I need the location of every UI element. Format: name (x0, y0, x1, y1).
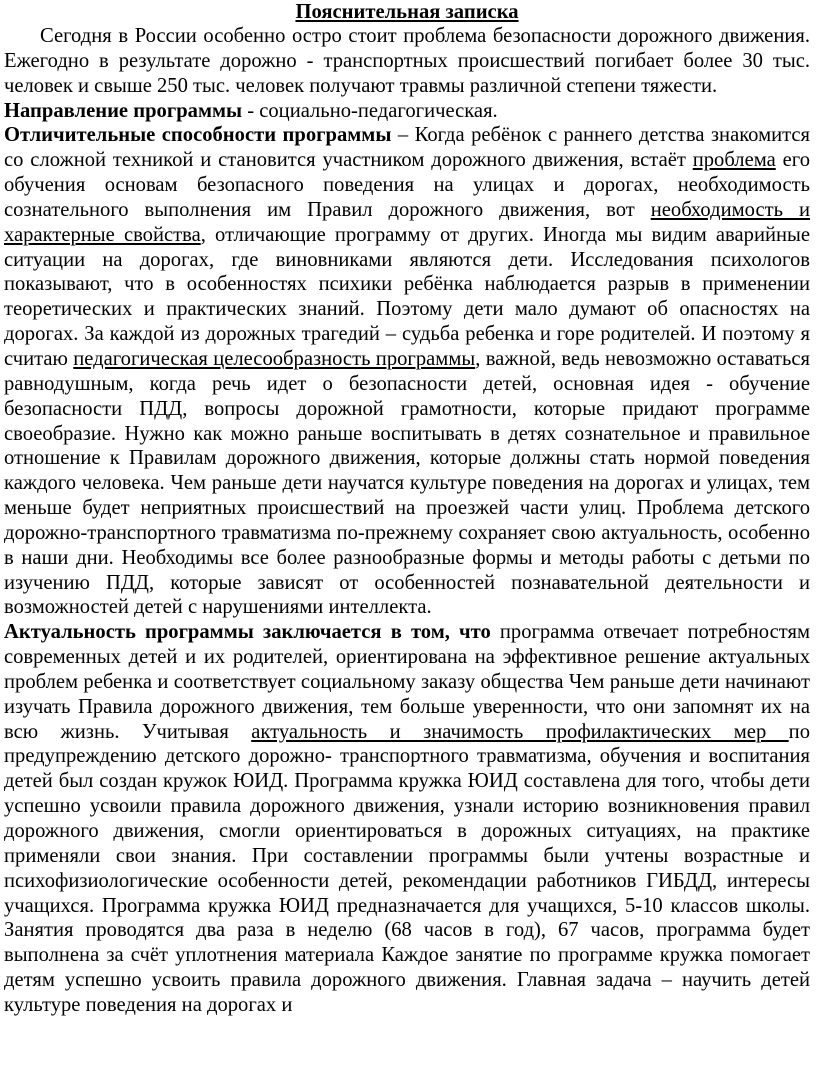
distinctive-underline-2: необходимость и характерные свойства (4, 198, 810, 246)
direction-text: - социально-педагогическая. (242, 99, 498, 122)
intro-paragraph: Сегодня в России особенно остро стоит проблема безопасности дорожного движения. Ежегодно в результате дорожно - транспортных происшествий погибает более 30 тыс. человек и свыше 250 тыс. человек получают травмы различной степени тяжести. (4, 25, 810, 97)
relevance-underline-1: актуальность и значимость профилактических мер (251, 720, 789, 743)
distinctive-underline-1: проблема (692, 149, 776, 172)
distinctive-text-1: – Когда ребёнок с раннего детства знакомится со сложной техникой и становится участником дорожного движения, встаёт (4, 124, 810, 172)
distinctive-underline-3: педагогическая целесообразность программы (73, 347, 476, 370)
relevance-paragraph (4, 620, 810, 1018)
distinctive-text-2: его обучения основам безопасного поведения на улицах и дорогах, необходимость сознательного выполнения им Правил дорожного движения, вот (4, 149, 810, 221)
distinctive-paragraph (4, 123, 810, 620)
distinctive-text-3: , отличающие программу от других. Иногда мы видим аварийные ситуации на дорогах, где виновниками являются дети. Исследования психологов показывают, что в особенностях психики ребёнка наблюдается разрыв в применении теоретических и практических знаний. Поэтому дети мало думают об опасностях на дорогах. За каждой из дорожных трагедий – судьба ребенка и горе родителей. И поэтому я считаю (4, 223, 810, 370)
relevance-label: Актуальность программы заключается в том, что (4, 621, 491, 644)
direction-paragraph (4, 99, 810, 124)
distinctive-label: Отличительные способности программы (4, 124, 392, 147)
relevance-text-2: по предупреждению детского дорожно- транспортного травматизма, обучения и воспитания детей был создан кружок ЮИД. Программа кружка ЮИД составлена для того, чтобы дети успешно усвоили правила дорожного движения, узнали историю возникновения правил дорожного движения, смогли ориентироваться в дорожных ситуациях, на практике применяли свои знания. При составлении программы были учтены возрастные и психофизиологические особенности детей, рекомендации работников ГИБДД, интересы учащихся. Программа кружка ЮИД предназначается для учащихся, 5-10 классов школы. Занятия проводятся два раза в неделю (68 часов в год), 67 часов, программа будет выполнена за счёт уплотнения материала Каждое занятие по программе кружка помогает детям успешно усвоить правила дорожного движения. Главная задача – научить детей культуре поведения на дорогах и (4, 720, 810, 1016)
relevance-text-1: программа отвечает потребностям современных детей и их родителей, ориентирована на эффективное решение актуальных проблем ребенка и соответствует социальному заказу общества Чем раньше дети начинают изучать Правила дорожного движения, тем больше уверенности, что они запомнят их на всю жизнь. Учитывая (4, 621, 810, 743)
direction-label: Направление программы (4, 99, 243, 122)
document-title: Пояснительная записка (295, 1, 519, 23)
distinctive-text-4: , важной, ведь невозможно оставаться равнодушным, когда речь идет о безопасности детей, основная идея - обучение безопасности ПДД, вопросы дорожной грамотности, которые придают программе своеобразие. Нужно как можно раньше воспитывать в детях сознательное и правильное отношение к Правилам дорожного движения, которые должны стать нормой поведения каждого человека. Чем раньше дети научатся культуре поведения на дорогах и улицах, тем меньше будет неприятных происшествий на проезжей части улиц. Проблема детского дорожно-транспортного травматизма по-прежнему сохраняет свою актуальность, особенно в наши дни. Необходимы все более разнообразные формы и методы работы с детьми по изучению ПДД, которые зависят от особенностей познавательной деятельности и возможностей детей с нарушениями интеллекта. (4, 347, 810, 619)
